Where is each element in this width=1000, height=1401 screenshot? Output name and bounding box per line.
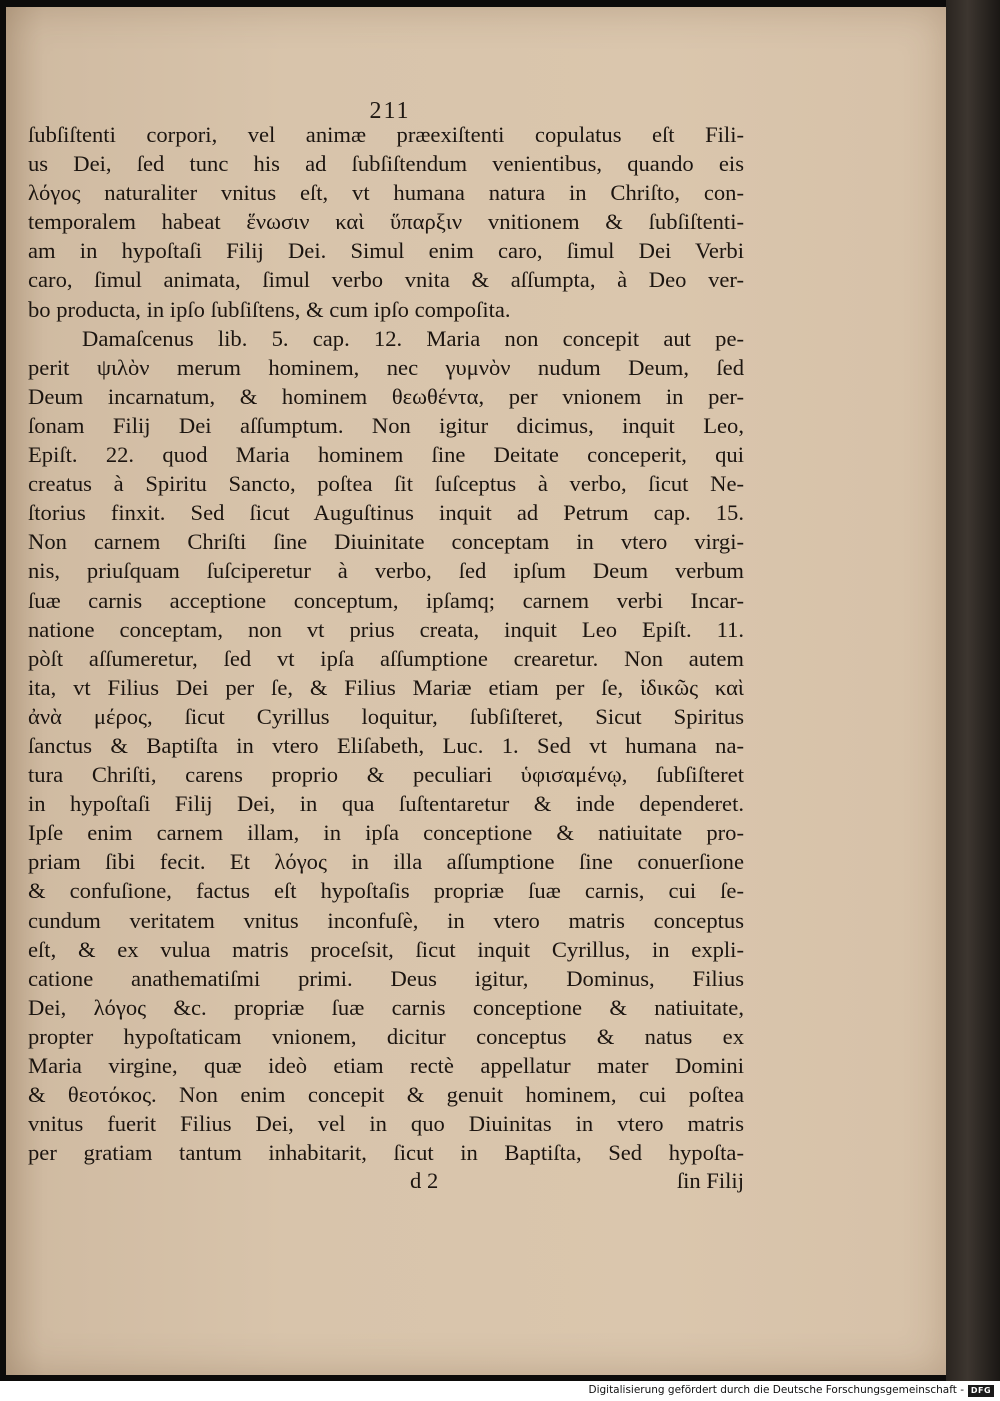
text-body	[28, 120, 744, 1167]
text-line: caro, ſimul animata, ſimul verbo vnita & aſſumpta, à Deo ver-	[28, 267, 744, 293]
text-line: & θεοτόκος. Non enim concepit & genuit hominem, cui poſtea	[28, 1082, 744, 1108]
text-line: Non carnem Chriſti ſine Diuinitate conceptam in vtero virgi-	[28, 529, 744, 555]
text-line: pòſt aſſumeretur, ſed vt ipſa aſſumptione crearetur. Non autem	[28, 645, 744, 671]
text-line: ſanctus & Baptiſta in vtero Eliſabeth, Luc. 1. Sed vt humana na-	[28, 732, 744, 758]
text-line: cundum veritatem vnitus inconfuſè, in vtero matris conceptus	[28, 907, 744, 933]
text-line: tura Chriſti, carens proprio & peculiari ὑφισαμένῳ, ſubſiſteret	[28, 762, 744, 788]
text-line: bo producta, in ipſo ſubſiſtens, & cum ipſo compoſita.	[28, 296, 511, 322]
text-line: Deum incarnatum, & hominem θεωθέντα, per vnionem in per-	[28, 383, 744, 409]
text-line: Maria virgine, quæ ideò etiam rectè appellatur mater Domini	[28, 1053, 744, 1078]
text-line: Dei, λόγος &c. propriæ ſuæ carnis conceptione & natiuitate,	[28, 994, 744, 1020]
text-line: λόγος naturaliter vnitus eſt, vt humana natura in Chriſto, con-	[28, 180, 744, 206]
text-line: ita, vt Filius Dei per ſe, & Filius Mariæ etiam per ſe, ἰδικῶς καὶ	[28, 674, 744, 700]
catchword: ſin Filij	[676, 1168, 744, 1193]
credit-bar	[0, 1381, 1000, 1401]
text-line: ſonam Filij Dei aſſumptum. Non igitur dicimus, inquit Leo,	[28, 412, 744, 438]
text-line: ſtorius finxit. Sed ſicut Auguſtinus inquit ad Petrum cap. 15.	[28, 500, 744, 526]
signature-mark: d 2	[410, 1168, 439, 1193]
text-line: priam ſibi fecit. Et λόγος in illa aſſumptione ſine conuerſione	[28, 849, 744, 875]
text-line: Ipſe enim carnem illam, in ipſa conceptione & natiuitate pro-	[28, 820, 744, 846]
text-line: nis, priuſquam ſuſciperetur à verbo, ſed ipſum Deum verbum	[28, 558, 744, 584]
text-line: natione conceptam, non vt prius creata, inquit Leo Epiſt. 11.	[28, 616, 744, 642]
text-line: ſuæ carnis acceptione conceptum, ipſamq; carnem verbi Incar-	[28, 587, 744, 613]
text-line: catione anathematiſmi primi. Deus igitur, Dominus, Filius	[28, 965, 744, 991]
text-line: temporalem habeat ἕνωσιν καὶ ὕπαρξιν vnitionem & ſubſiſtenti-	[28, 209, 744, 235]
text-line: vnitus fuerit Filius Dei, vel in quo Diuinitas in vtero matris	[28, 1111, 744, 1137]
text-line: Damaſcenus lib. 5. cap. 12. Maria non concepit aut pe-	[82, 325, 744, 351]
text-line: Epiſt. 22. quod Maria hominem ſine Deitate conceperit, qui	[28, 442, 744, 468]
text-line: propter hypoſtaticam vnionem, dicitur conceptus & natus ex	[28, 1023, 744, 1049]
text-line: us Dei, ſed tunc his ad ſubſiſtendum venientibus, quando eis	[28, 151, 744, 177]
funding-credit: Digitalisierung gefördert durch die Deutsche Forschungsgemeinschaft -	[588, 1384, 964, 1396]
text-line: per gratiam tantum inhabitarit, ſicut in Baptiſta, Sed hypoſta-	[28, 1140, 744, 1166]
text-line: perit ψιλὸν merum hominem, nec γυμνὸν nudum Deum, ſed	[28, 354, 744, 380]
text-line: & confuſione, factus eſt hypoſtaſis propriæ ſuæ carnis, cui ſe-	[28, 878, 744, 904]
page-number: 211	[369, 98, 411, 124]
book-edge	[946, 0, 1000, 1381]
text-line: am in hypoſtaſi Filij Dei. Simul enim caro, ſimul Dei Verbi	[28, 238, 744, 264]
dfg-logo-icon: DFG	[968, 1385, 994, 1397]
text-line: creatus à Spiritu Sancto, poſtea ſit ſuſceptus à verbo, ſicut Ne-	[28, 471, 744, 497]
page-footer	[28, 1168, 744, 1198]
text-line: ſubſiſtenti corpori, vel animæ præexiſtenti copulatus eſt Fili-	[28, 122, 744, 147]
text-line: ἀνὰ μέρος, ſicut Cyrillus loquitur, ſubſiſteret, Sicut Spiritus	[28, 703, 744, 729]
text-line: in hypoſtaſi Filij Dei, in qua ſuſtentaretur & inde dependeret.	[28, 791, 744, 817]
text-line: eſt, & ex vulua matris proceſsit, ſicut inquit Cyrillus, in expli-	[28, 936, 744, 962]
